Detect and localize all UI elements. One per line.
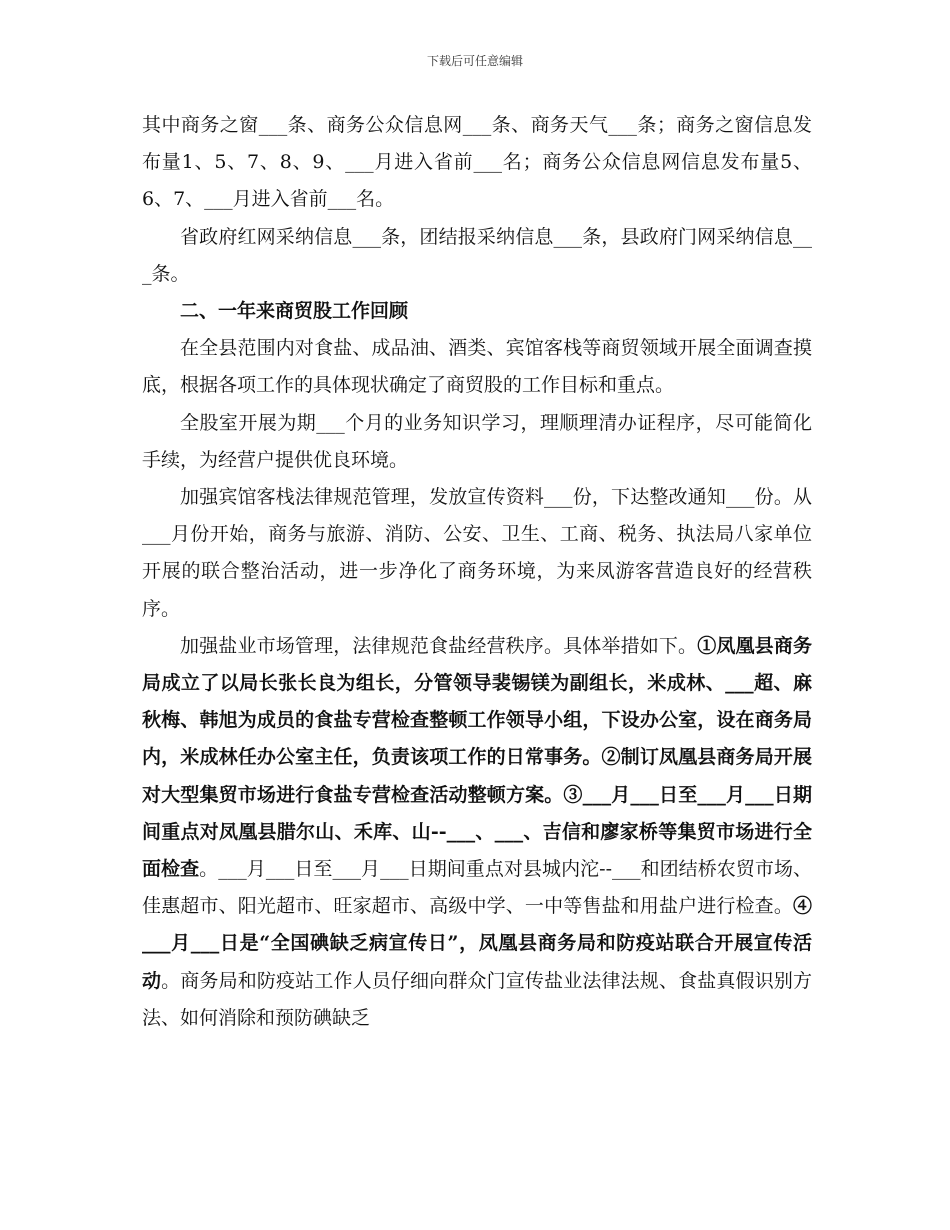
paragraph-red-net [142,219,812,293]
paragraph-study [142,405,812,479]
paragraph-stats-cont [142,107,812,219]
text-run: 省政府红网采纳信息___条，团结报采纳信息___条，县政府门网采纳信息___条。 [142,225,812,285]
text-run: 在全县范围内对食盐、成品油、酒类、宾馆客栈等商贸领域开展全面调查摸底，根据各项工作的具体现状确定了商贸股的工作目标和重点。 [142,337,812,397]
text-run: 全股室开展为期___个月的业务知识学习，理顺理清办证程序，尽可能简化手续，为经营户提供优良环境。 [142,411,812,471]
page-header: 下载后可任意编辑 [426,54,523,68]
text-run: 加强宾馆客栈法律规范管理，发放宣传资料___份，下达整改通知___份。从___月份开始，商务与旅游、消防、公安、卫生、工商、税务、执法局八家单位开展的联合整治活动，进一步净化了商务环境，为来凤游客营造良好的经营秩序。 [142,486,812,620]
text-run-bold: ④___月___日是“全国碘缺乏病宣传日”，凤凰县商务局和防疫站联合开展宣传活动 [142,895,812,992]
paragraph-hotel [142,479,812,628]
section-heading [142,293,812,330]
text-run: 。___月___日至___月___日期间重点对县城内沱--___和团结桥农贸市场、佳惠超市、阳光超市、旺家超市、高级中学、一中等售盐和用盐户进行检查。 [142,858,812,918]
text-run-bold: ①凤凰县商务局成立了以局长张长良为组长，分管领导裴锡镁为副组长，米成林、___超、麻秋梅、韩旭为成员的食盐专营检查整顿工作领导小组，下设办公室，设在商务局内，米成林任办公室主任，负责该项工作的日常事务。②制订凤凰县商务局开展对大型集贸市场进行食盐专营检查活动整顿方案。③___月___日至___月___日期间重点对凤凰县腊尔山、禾库、山--___、___、吉信和廖家桥等集贸市场进行全面检查 [142,634,812,881]
paragraph-salt [142,628,812,1037]
document-body [142,107,812,1037]
text-run: 加强盐业市场管理，法律规范食盐经营秩序。具体举措如下。 [180,634,698,657]
text-run: 其中商务之窗___条、商务公众信息网___条、商务天气___条；商务之窗信息发布量1、5、7、8、9、___月进入省前___名；商务公众信息网信息发布量5、6、7、___月进入省前___名。 [142,114,812,211]
text-run: 。商务局和防疫站工作人员仔细向群众门宣传盐业法律法规、食盐真假识别方法、如何消除和预防碘缺乏 [142,969,812,1029]
heading-text: 二、一年来商贸股工作回顾 [180,300,409,323]
paragraph-survey [142,330,812,404]
